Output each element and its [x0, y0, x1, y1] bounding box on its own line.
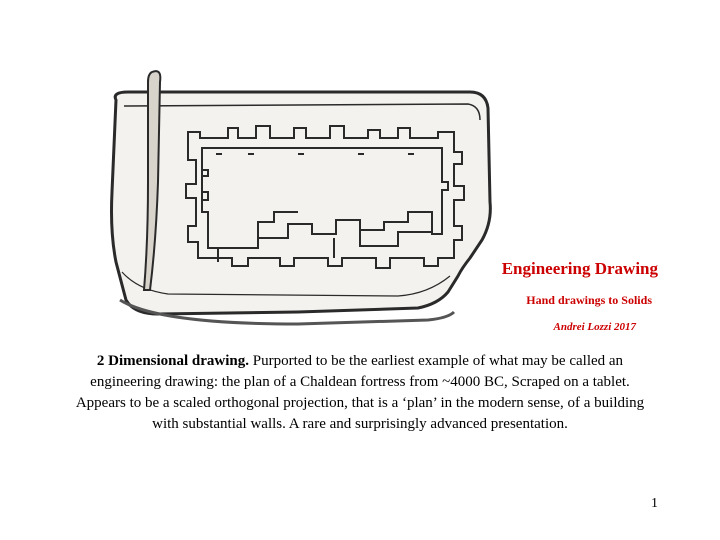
slide-subtitle: Hand drawings to Solids: [526, 293, 652, 307]
slide-title: Engineering Drawing: [501, 259, 658, 278]
chaldean-tablet-illustration: [98, 62, 498, 332]
tablet-outline: [112, 92, 491, 314]
figure-caption: [64, 351, 656, 435]
caption-lead: 2 Dimensional drawing.: [96, 353, 250, 369]
page-number: 1: [651, 496, 658, 511]
caption-body: Purported to be the earliest example of what may be called an engineering drawing: the plan of a Chaldean fortress from ~4000 BC, Scraped on a tablet. Appears to be a scaled orthogonal projection, that is a ‘plan’ in the modern sense, of a building with substantial walls. A rare and surprisingly advanced presentation.: [75, 353, 645, 432]
slide-author: Andrei Lozzi 2017: [553, 321, 636, 333]
